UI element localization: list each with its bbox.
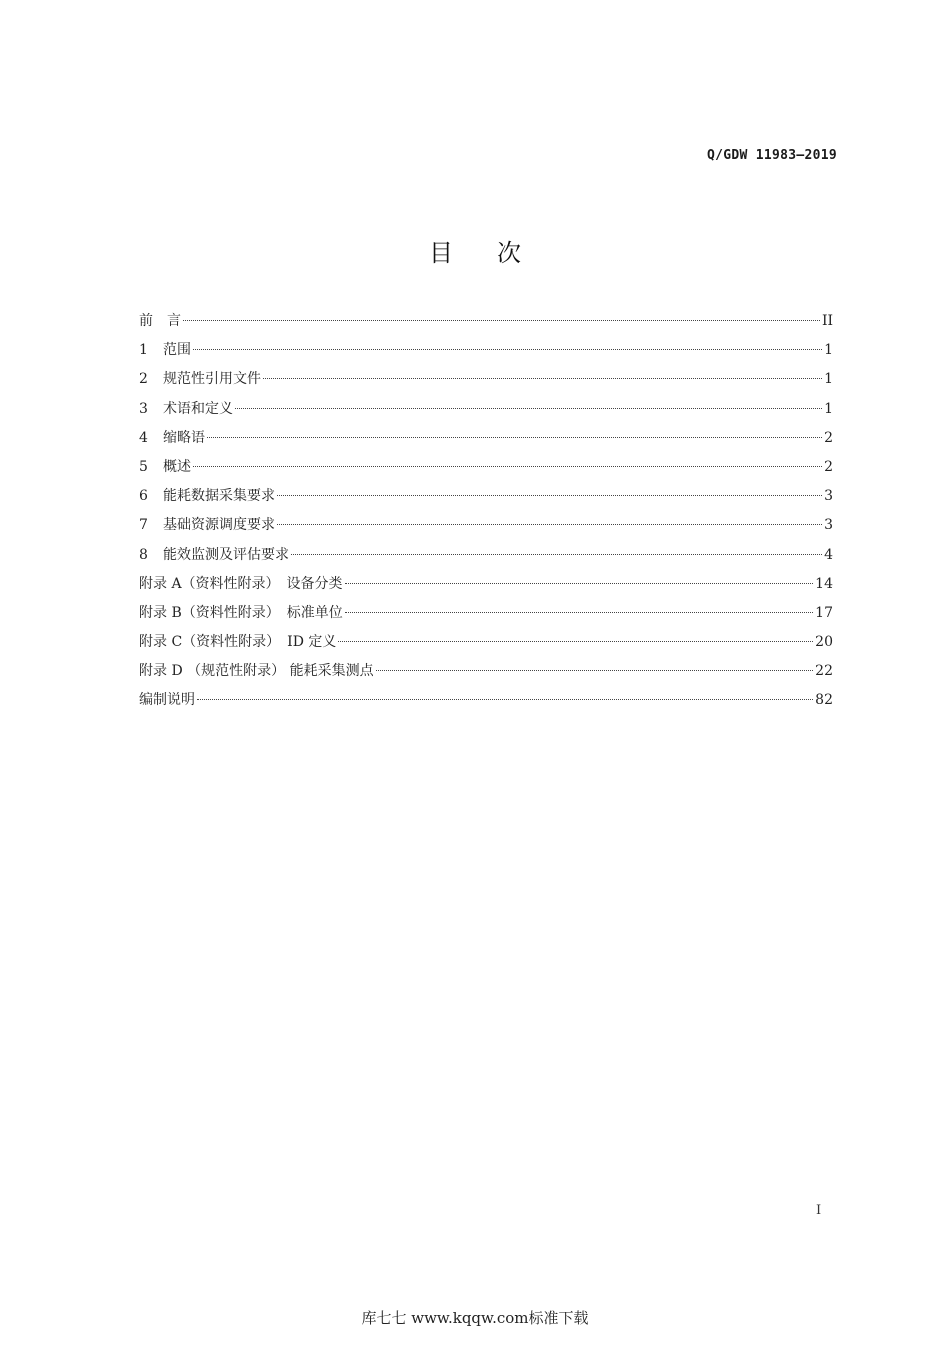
toc-entry-5[interactable] <box>139 453 833 482</box>
toc-entry-7[interactable] <box>139 511 833 540</box>
toc-entry-label: 规范性引用文件 <box>163 371 261 388</box>
toc-entry-page: 22 <box>815 663 833 680</box>
toc-entry-number: 7 <box>139 517 148 534</box>
toc-entry-6[interactable] <box>139 482 833 511</box>
toc-entry-number: 6 <box>139 488 148 505</box>
toc-entry-appendix-c[interactable] <box>139 628 833 657</box>
toc-entry-page: 20 <box>815 634 833 651</box>
toc-leader-dots <box>193 466 822 467</box>
toc-entry-appendix-d[interactable] <box>139 657 833 686</box>
toc-leader-dots <box>197 699 813 700</box>
toc-entry-appendix-b[interactable] <box>139 599 833 628</box>
toc-entry-foreword[interactable] <box>139 307 833 336</box>
toc-entry-number: 1 <box>139 342 148 359</box>
toc-entry-3[interactable] <box>139 395 833 424</box>
toc-entry-8[interactable] <box>139 541 833 570</box>
toc-entry-label: 附录 D （规范性附录） 能耗采集测点 <box>139 663 374 680</box>
toc-entry-page: 3 <box>824 488 833 505</box>
toc-entry-label: 附录 B（资料性附录） 标准单位 <box>139 604 343 621</box>
toc-leader-dots <box>183 320 820 321</box>
toc-leader-dots <box>291 554 822 555</box>
toc-leader-dots <box>277 495 822 496</box>
toc-entry-number: 8 <box>139 546 148 563</box>
toc-leader-dots <box>263 378 822 379</box>
toc-entry-label: 范围 <box>163 342 191 359</box>
toc-entry-label: 附录 A（资料性附录） 设备分类 <box>139 575 343 592</box>
toc-entry-appendix-a[interactable] <box>139 570 833 599</box>
toc-entry-drafting-notes[interactable] <box>139 686 833 715</box>
toc-leader-dots <box>376 670 814 671</box>
toc-entry-number: 2 <box>139 371 148 388</box>
page-number: I <box>816 1203 822 1218</box>
standard-code: Q/GDW 11983—2019 <box>706 148 837 163</box>
toc-entry-2[interactable] <box>139 365 833 394</box>
toc-entry-page: 17 <box>815 604 833 621</box>
toc-leader-dots <box>338 641 813 642</box>
toc-entry-number: 4 <box>139 429 148 446</box>
toc-leader-dots <box>193 349 822 350</box>
toc-entry-page: 82 <box>815 692 833 709</box>
footer-watermark-text: 库七七 www.kqqw.com标准下载 <box>361 1309 589 1327</box>
toc-entry-page: 1 <box>824 342 833 359</box>
toc-entry-page: II <box>821 313 833 329</box>
toc-leader-dots <box>345 583 814 584</box>
toc-entry-label: 术语和定义 <box>163 400 233 417</box>
toc-entry-page: 4 <box>824 546 833 563</box>
toc-entry-page: 3 <box>824 517 833 534</box>
toc-entry-page: 2 <box>824 458 833 475</box>
toc-entry-number: 5 <box>139 458 148 475</box>
toc-entry-label: 编制说明 <box>139 692 195 709</box>
toc-entry-label: 概述 <box>163 458 191 475</box>
toc-entry-page: 1 <box>824 371 833 388</box>
toc-leader-dots <box>345 612 813 613</box>
toc-entry-page: 1 <box>824 400 833 417</box>
toc-title: 目次 <box>429 239 565 267</box>
table-of-contents <box>139 307 833 716</box>
toc-entry-label: 缩略语 <box>163 429 205 446</box>
toc-entry-label: 基础资源调度要求 <box>163 517 275 534</box>
toc-entry-label: 能效监测及评估要求 <box>163 546 289 563</box>
toc-entry-page: 2 <box>824 429 833 446</box>
toc-leader-dots <box>277 524 822 525</box>
toc-entry-label: 附录 C（资料性附录） ID 定义 <box>139 634 337 651</box>
toc-leader-dots <box>207 437 822 438</box>
toc-entry-1[interactable] <box>139 336 833 365</box>
toc-entry-label: 能耗数据采集要求 <box>163 488 275 505</box>
toc-entry-number: 3 <box>139 400 148 417</box>
toc-entry-page: 14 <box>815 575 833 592</box>
toc-leader-dots <box>235 408 822 409</box>
toc-entry-4[interactable] <box>139 424 833 453</box>
toc-entry-label: 前 言 <box>139 313 181 329</box>
